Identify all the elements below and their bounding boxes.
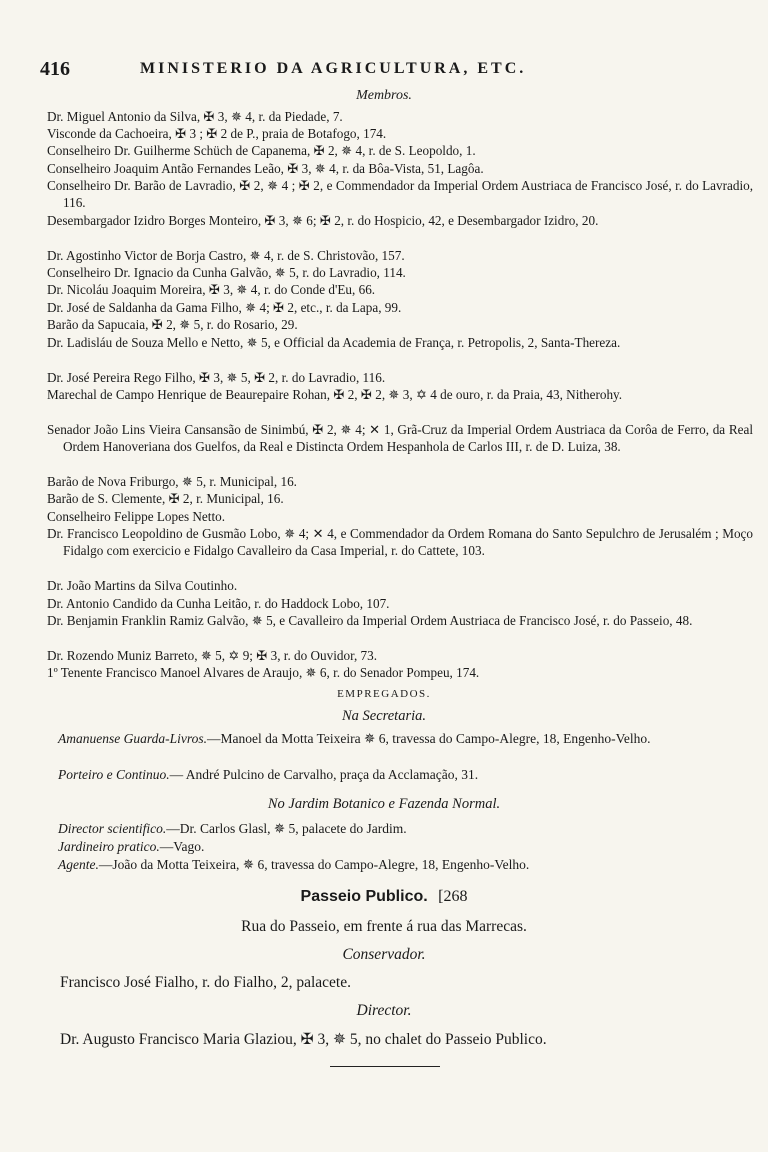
member-entry: Conselheiro Dr. Guilherme Schüch de Capanema, ✠ 2, ✵ 4, r. de S. Leopoldo, 1.: [47, 143, 476, 158]
member-entry: Barão de Nova Friburgo, ✵ 5, r. Municipal, 16.: [47, 474, 297, 489]
member-entry: Dr. João Martins da Silva Coutinho.: [47, 578, 238, 593]
staff-entry: [58, 856, 758, 874]
employees-heading: EMPREGADOS.: [337, 688, 431, 700]
member-entry: 1º Tenente Francisco Manoel Alvares de Araujo, ✵ 6, r. do Senador Pompeu, 174.: [47, 665, 480, 680]
member-entry: Dr. Rozendo Muniz Barreto, ✵ 5, ✡ 9; ✠ 3, r. do Ouvidor, 73.: [47, 648, 378, 663]
member-entry: Barão da Sapucaia, ✠ 2, ✵ 5, r. do Rosario, 29.: [47, 317, 298, 332]
staff-role: Agente.: [58, 857, 99, 872]
member-entry: Dr. Francisco Leopoldino de Gusmão Lobo, ✵ 4; ✕ 4, e Commendador da Ordem Romana do Santo Sepulchro de Jerusalém ; Moço Fidalgo com exercicio e Fidalgo Cavalleiro da Casa Imperial, r. do Cattete, 103.: [47, 526, 753, 559]
page-number: 416: [40, 58, 70, 80]
member-entry: Senador João Lins Vieira Cansansão de Sinimbú, ✠ 2, ✵ 4; ✕ 1, Grã-Cruz da Imperial Ordem Austriaca da Corôa de Ferro, da Real Ordem Hanoveriana dos Guelfos, da Real e Distincta Ordem Hespanhola de Carlos III, r. de D. Luiza, 38.: [47, 422, 753, 455]
conservador-entry: Francisco José Fialho, r. do Fialho, 2, palacete.: [60, 974, 351, 991]
member-entry: Dr. Benjamin Franklin Ramiz Galvão, ✵ 5, e Cavalleiro da Imperial Ordem Austriaca de Francisco José, r. do Passeio, 48.: [47, 613, 693, 628]
member-entry: Dr. Miguel Antonio da Silva, ✠ 3, ✵ 4, r. da Piedade, 7.: [47, 109, 343, 124]
secretaria-heading: Na Secretaria.: [341, 708, 427, 724]
member-entry: Dr. Nicoláu Joaquim Moreira, ✠ 3, ✵ 4, r. do Conde d'Eu, 66.: [47, 282, 376, 297]
staff-role: Jardineiro pratico.: [58, 839, 160, 854]
member-entry: Dr. Agostinho Victor de Borja Castro, ✵ 4, r. de S. Christovão, 157.: [47, 248, 405, 263]
member-entry: Conselheiro Joaquim Antão Fernandes Leão, ✠ 3, ✵ 4, r. da Bôa-Vista, 51, Lagôa.: [47, 161, 484, 176]
staff-details: —Vago.: [159, 839, 205, 854]
member-entry: Dr. José de Saldanha da Gama Filho, ✵ 4; ✠ 2, etc., r. da Lapa, 99.: [47, 300, 402, 315]
member-entry: Conselheiro Dr. Barão de Lavradio, ✠ 2, ✵ 4 ; ✠ 2, e Commendador da Imperial Ordem Austriaca de Francisco José, r. do Lavradio, 116.: [47, 178, 753, 211]
passeio-ref: [268: [438, 888, 468, 905]
closing-rule: [330, 1066, 440, 1067]
conservador-heading: Conservador.: [342, 946, 426, 963]
staff-entry: [58, 730, 758, 748]
staff-entry: [58, 838, 758, 856]
staff-details: —João da Motta Teixeira, ✵ 6, travessa do Campo-Alegre, 18, Engenho-Velho.: [98, 857, 530, 872]
staff-role: Director scientifico.: [58, 821, 167, 836]
passeio-title-text: Passeio Publico.: [300, 888, 428, 905]
staff-entry: [58, 820, 758, 838]
member-entry: Conselheiro Dr. Ignacio da Cunha Galvão, ✵ 5, r. do Lavradio, 114.: [47, 265, 406, 280]
running-title: MINISTERIO DA AGRICULTURA, ETC.: [140, 60, 527, 77]
members-heading: Membros.: [356, 88, 412, 103]
director-heading: Director.: [356, 1002, 412, 1019]
member-entry: Desembargador Izidro Borges Monteiro, ✠ 3, ✵ 6; ✠ 2, r. do Hospicio, 42, e Desembargador Izidro, 20.: [47, 213, 599, 228]
staff-details: —Dr. Carlos Glasl, ✵ 5, palacete do Jardim.: [166, 821, 407, 836]
passeio-address: Rua do Passeio, em frente á rua das Marrecas.: [241, 918, 527, 935]
member-entry: Conselheiro Felippe Lopes Netto.: [47, 509, 225, 524]
staff-role: Porteiro e Continuo.: [58, 767, 170, 782]
member-entry: Marechal de Campo Henrique de Beaurepaire Rohan, ✠ 2, ✠ 2, ✵ 3, ✡ 4 de ouro, r. da Praia, 43, Nitherohy.: [47, 387, 623, 402]
staff-details: —Manoel da Motta Teixeira ✵ 6, travessa do Campo-Alegre, 18, Engenho-Velho.: [207, 731, 651, 746]
staff-details: — André Pulcino de Carvalho, praça da Acclamação, 31.: [169, 767, 479, 782]
member-entry: Visconde da Cachoeira, ✠ 3 ; ✠ 2 de P., praia de Botafogo, 174.: [47, 126, 387, 141]
member-entry: Dr. José Pereira Rego Filho, ✠ 3, ✵ 5, ✠ 2, r. do Lavradio, 116.: [47, 370, 386, 385]
staff-role: Amanuense Guarda-Livros.: [58, 731, 207, 746]
member-entry: Dr. Antonio Candido da Cunha Leitão, r. do Haddock Lobo, 107.: [47, 596, 390, 611]
page-header: [40, 58, 740, 82]
jardim-heading: No Jardim Botanico e Fazenda Normal.: [267, 796, 501, 812]
member-entry: Barão de S. Clemente, ✠ 2, r. Municipal, 16.: [47, 491, 284, 506]
staff-entry: [58, 766, 758, 784]
member-entry: Dr. Ladisláu de Souza Mello e Netto, ✵ 5, e Official da Academia de França, r. Petropolis, 2, Santa-Thereza.: [47, 335, 621, 350]
passeio-title: [0, 888, 768, 906]
director-entry: Dr. Augusto Francisco Maria Glaziou, ✠ 3, ✵ 5, no chalet do Passeio Publico.: [60, 1031, 547, 1048]
